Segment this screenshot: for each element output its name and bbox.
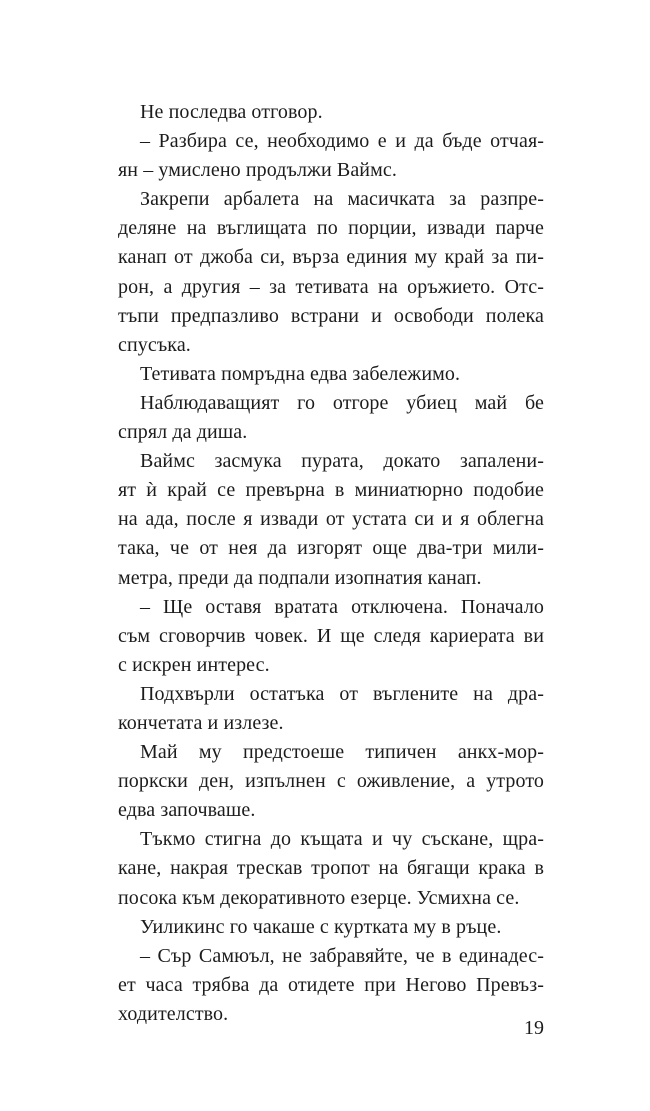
text-line: – Ще оставя вратата отключена. Поначало [140, 595, 544, 618]
text-line: ходителство. [118, 1002, 229, 1025]
text-line: – Сър Самюъл, не забравяйте, че в единадес- [140, 944, 544, 967]
text-line: Тъкмо стигна до къщата и чу съскане, щра- [140, 828, 544, 851]
text-line: Подхвърли остатъка от въглените на дра- [140, 682, 544, 705]
text-line: Тетивата помръдна едва забележимо. [140, 362, 461, 385]
text-line: – Разбира се, необходимо е и да бъде отчая- [140, 130, 544, 153]
text-line: Май му предстоеше типичен анкх-мор- [140, 741, 544, 764]
text-line: на ада, после я извади от устата си и я облегна [118, 508, 544, 531]
text-line: деляне на въглищата по порции, извади парче [118, 217, 544, 240]
body-text [118, 98, 544, 1029]
text-line: кончетата и излезе. [118, 711, 284, 734]
text-line: Ваймс засмука пурата, докато запалени- [140, 450, 544, 473]
text-line: канап от джоба си, върза единия му край за пи- [118, 246, 544, 269]
page-number: 19 [524, 1017, 544, 1039]
text-line: Не последва отговор. [140, 101, 323, 123]
text-line: ян – умислено продължи Ваймс. [118, 159, 397, 182]
text-line: с искрен интерес. [118, 653, 270, 676]
text-line: съм сговорчив човек. И ще следя кариерата ви [118, 624, 544, 647]
text-line: ет часа трябва да отидете при Негово Превъз- [118, 973, 544, 996]
text-line: ят ѝ край се превърна в миниатюрно подобие [118, 479, 544, 502]
text-line: метра, преди да подпали изопнатия канап. [118, 566, 482, 589]
text-line: спрял да диша. [118, 421, 248, 444]
text-line: поркски ден, изпълнен с оживление, а утрото [118, 770, 544, 793]
text-line: едва започваше. [118, 799, 256, 822]
text-line: кане, накрая трескав тропот на бягащи крака в [118, 857, 544, 880]
text-line: Закрепи арбалета на масичката за разпре- [140, 188, 544, 211]
text-line: тъпи предпазливо встрани и освободи полека [118, 304, 544, 327]
text-line: така, че от нея да изгорят още два-три мили- [118, 537, 544, 560]
text-line: Уиликинс го чакаше с куртката му в ръце. [140, 915, 502, 938]
text-line: спусъка. [118, 333, 191, 356]
text-line: рон, а другия – за тетивата на оръжието. Отс- [118, 275, 544, 298]
text-line: Наблюдаващият го отгоре убиец май бе [140, 391, 544, 414]
text-line: посока към декоративното езерце. Усмихна се. [118, 886, 520, 909]
